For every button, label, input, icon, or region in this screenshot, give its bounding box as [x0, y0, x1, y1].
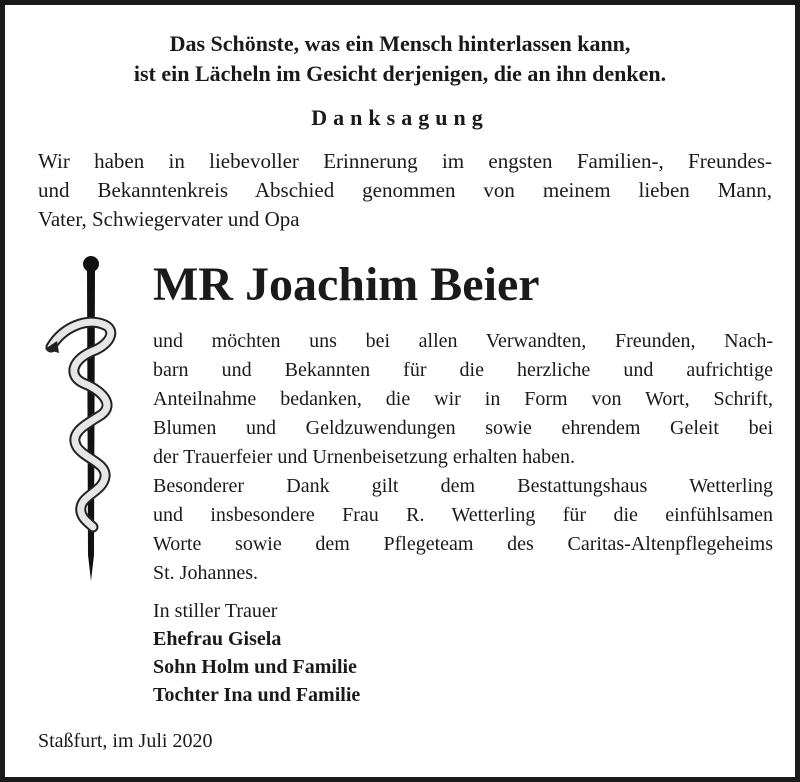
opening-quote — [5, 29, 795, 89]
deceased-name: MR Joachim Beier — [153, 258, 540, 311]
notice-heading: Danksagung — [311, 105, 489, 130]
thanks-line-5: der Trauerfeier und Urnenbeisetzung erhalten haben. — [153, 446, 576, 468]
place-date: Staßfurt, im Juli 2020 — [38, 730, 213, 752]
mourner-wife: Ehefrau Gisela — [153, 628, 282, 650]
thanks-line-3: Anteilnahme bedanken, die wir in Form von Wort, Schrift, — [153, 388, 773, 410]
intro-line-3: Vater, Schwiegervater und Opa — [38, 207, 300, 231]
signoff-intro: In stiller Trauer — [153, 600, 278, 622]
thanks-line-4: Blumen und Geldzuwendungen sowie ehrendem Geleit bei — [153, 417, 773, 439]
intro-paragraph — [38, 147, 772, 234]
signoff-block — [153, 597, 360, 709]
thanks-paragraph — [153, 327, 773, 588]
thanks-line-9: St. Johannes. — [153, 562, 258, 584]
thanks-line-6: Besonderer Dank gilt dem Bestattungshaus Wetterling — [153, 475, 773, 497]
intro-line-1: Wir haben in liebevoller Erinnerung im engsten Familien-, Freundes- — [38, 149, 772, 173]
mourner-daughter: Tochter Ina und Familie — [153, 684, 361, 706]
quote-line-1: Das Schönste, was ein Mensch hinterlassen kann, — [169, 31, 631, 56]
mourner-son: Sohn Holm und Familie — [153, 656, 357, 678]
intro-line-2: und Bekanntenkreis Abschied genommen von meinem lieben Mann, — [38, 178, 772, 202]
rod-of-asclepius-icon — [43, 255, 133, 585]
thanks-line-2: barn und Bekannten für die herzliche und aufrichtige — [153, 359, 773, 381]
thanks-line-8: Worte sowie dem Pflegeteam des Caritas-Altenpflegeheims — [153, 533, 773, 555]
thanks-line-7: und insbesondere Frau R. Wetterling für die einfühlsamen — [153, 504, 773, 526]
thanks-line-1: und möchten uns bei allen Verwandten, Freunden, Nach- — [153, 330, 773, 352]
quote-line-2: ist ein Lächeln im Gesicht derjenigen, die an ihn denken. — [133, 61, 667, 86]
